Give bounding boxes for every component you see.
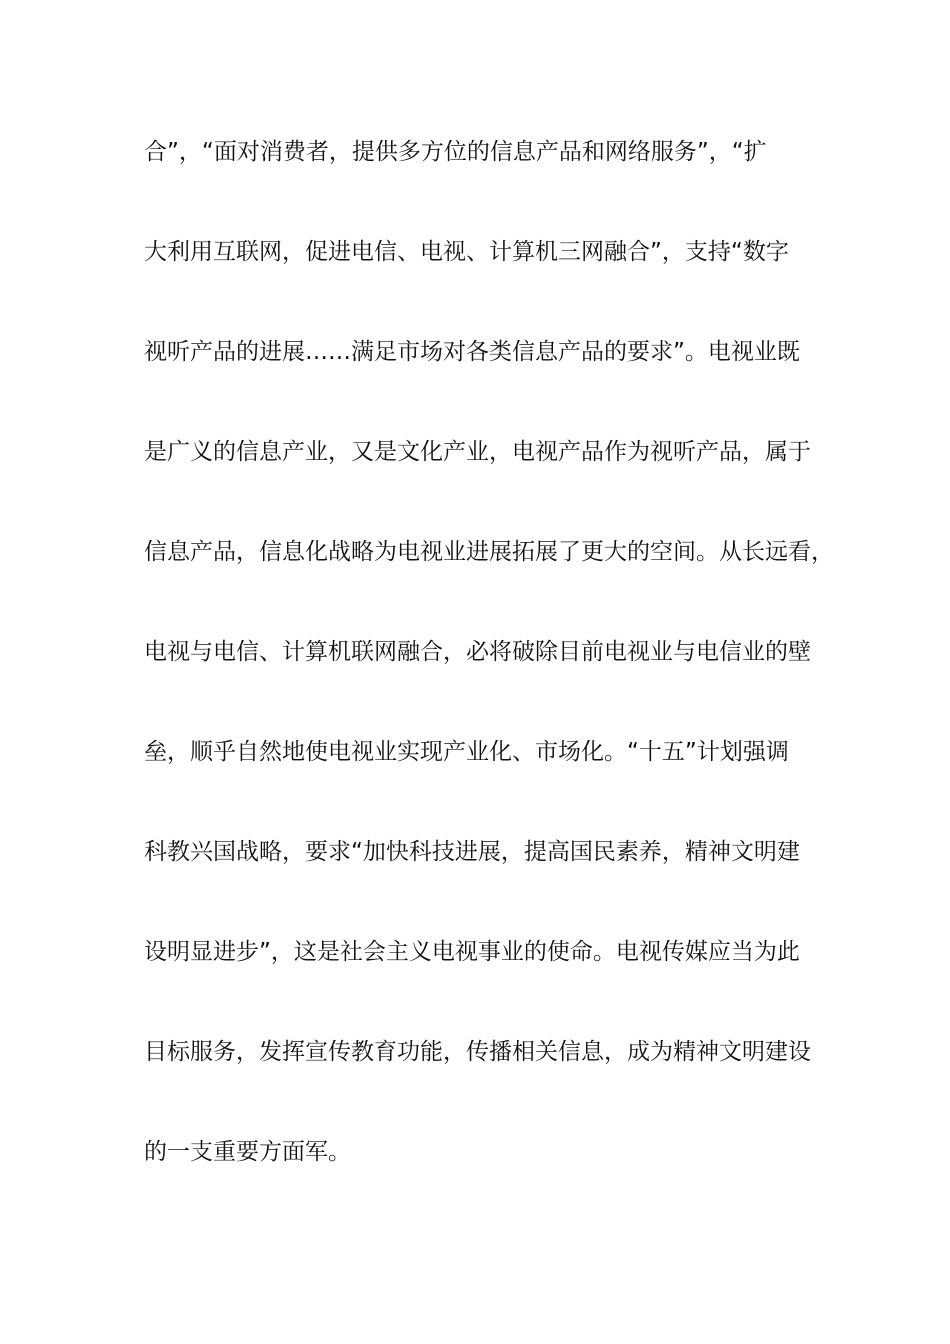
text-line: 的一支重要方面军。 [144,1139,351,1165]
text-line: 垒，顺乎自然地使电视业实现产业化、市场化。“十五”计划强调 [144,739,789,765]
text-line: 目标服务，发挥宣传教育功能，传播相关信息，成为精神文明建设 [144,1039,811,1065]
text-line: 设明显进步”，这是社会主义电视事业的使命。电视传媒应当为此 [144,939,800,965]
text-line: 电视与电信、计算机联网融合，必将破除目前电视业与电信业的壁 [144,639,811,665]
body-paragraph [144,130,834,1230]
text-line: 是广义的信息产业，又是文化产业，电视产品作为视听产品，属于 [144,439,811,465]
text-line: 合”，“面对消费者，提供多方位的信息产品和网络服务”，“扩 [144,139,767,165]
text-line: 大利用互联网，促进电信、电视、计算机三网融合”，支持“数字 [144,239,789,265]
text-line: 信息产品，信息化战略为电视业进展拓展了更大的空间。从长远看， [144,539,834,565]
text-line: 科教兴国战略，要求“加快科技进展，提高国民素养，精神文明建 [144,839,800,865]
text-line: 视听产品的进展……满足市场对各类信息产品的要求”。电视业既 [144,339,800,365]
